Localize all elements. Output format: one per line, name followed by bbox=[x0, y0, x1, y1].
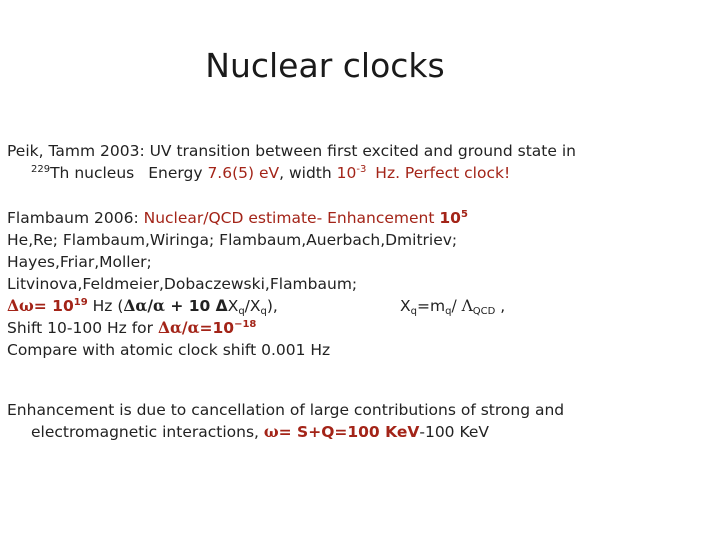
flambaum-line4: Litvinova,Feldmeier,Dobaczewski,Flambaum; bbox=[7, 275, 358, 293]
xqdef-sub-2: q bbox=[445, 306, 452, 317]
enhancement-exponent: 5 bbox=[460, 209, 468, 220]
omega-formula: = S+Q=100 KeV bbox=[278, 423, 420, 441]
xq-close: ), bbox=[266, 297, 278, 315]
xqdef-eq: =m bbox=[416, 297, 446, 315]
xqdef-lambda: / Λ bbox=[451, 297, 473, 315]
peik-block bbox=[7, 140, 576, 184]
xq-sub: q bbox=[238, 306, 245, 317]
domega-line bbox=[7, 295, 506, 317]
flambaum-line1 bbox=[7, 207, 468, 229]
compare-line: Compare with atomic clock shift 0.001 Hz bbox=[7, 341, 331, 359]
element-text: Th nucleus bbox=[50, 164, 135, 182]
xq-slash: /X bbox=[244, 297, 261, 315]
flambaum-block bbox=[7, 207, 506, 361]
enhancement-line2a: electromagnetic interactions, bbox=[31, 423, 264, 441]
shift-exponent: −18 bbox=[234, 319, 257, 330]
dalpha-symbol: Δα/α bbox=[123, 296, 165, 315]
hz-text: Hz ( bbox=[87, 297, 124, 315]
enhancement-tail: -100 KeV bbox=[419, 423, 489, 441]
width-label: , width bbox=[279, 164, 337, 182]
energy-value: 7.6(5) eV bbox=[207, 164, 280, 182]
flambaum-line3: Hayes,Friar,Moller; bbox=[7, 253, 152, 271]
flambaum-estimate: Nuclear/QCD estimate- Enhancement bbox=[143, 209, 440, 227]
enhancement-line1: Enhancement is due to cancellation of large contributions of strong and bbox=[7, 401, 565, 419]
xqdef-x: X bbox=[400, 297, 411, 315]
enhancement-block bbox=[7, 399, 564, 443]
peik-line1: Peik, Tamm 2003: UV transition between first excited and ground state in bbox=[7, 142, 576, 160]
width-exponent: -3 bbox=[356, 164, 367, 175]
plus-ten: + 10 Δ bbox=[164, 297, 228, 315]
shift-text: Shift 10-100 Hz for bbox=[7, 319, 158, 337]
mass-number: 229 bbox=[31, 164, 51, 175]
shift-dalpha: Δα/α bbox=[157, 318, 200, 337]
domega-value: = 10 bbox=[33, 297, 74, 315]
peik-tail: Hz. Perfect clock! bbox=[370, 164, 511, 182]
energy-label: Energy bbox=[148, 164, 208, 182]
domega-exponent: 19 bbox=[73, 297, 88, 308]
enhancement-base: 10 bbox=[439, 209, 461, 227]
domega-symbol: Δω bbox=[7, 296, 34, 315]
xqdef-sub: q bbox=[410, 306, 417, 317]
flambaum-line2: He,Re; Flambaum,Wiringa; Flambaum,Auerbach,Dmitriev; bbox=[7, 231, 458, 249]
xqdef-end: , bbox=[495, 297, 506, 315]
peik-line2 bbox=[7, 162, 576, 184]
shift-value: =10 bbox=[199, 319, 235, 337]
enhancement-line2 bbox=[7, 421, 564, 443]
shift-line bbox=[7, 317, 468, 339]
omega-symbol: ω bbox=[263, 422, 279, 441]
flambaum-intro: Flambaum 2006: bbox=[7, 209, 144, 227]
slide-title: Nuclear clocks bbox=[205, 46, 445, 85]
xq-x: X bbox=[227, 297, 239, 315]
xq-sub-2: q bbox=[260, 306, 267, 317]
qcd-sub: QCD bbox=[472, 306, 496, 317]
width-base: 10 bbox=[336, 164, 357, 182]
xq-definition bbox=[400, 295, 505, 317]
